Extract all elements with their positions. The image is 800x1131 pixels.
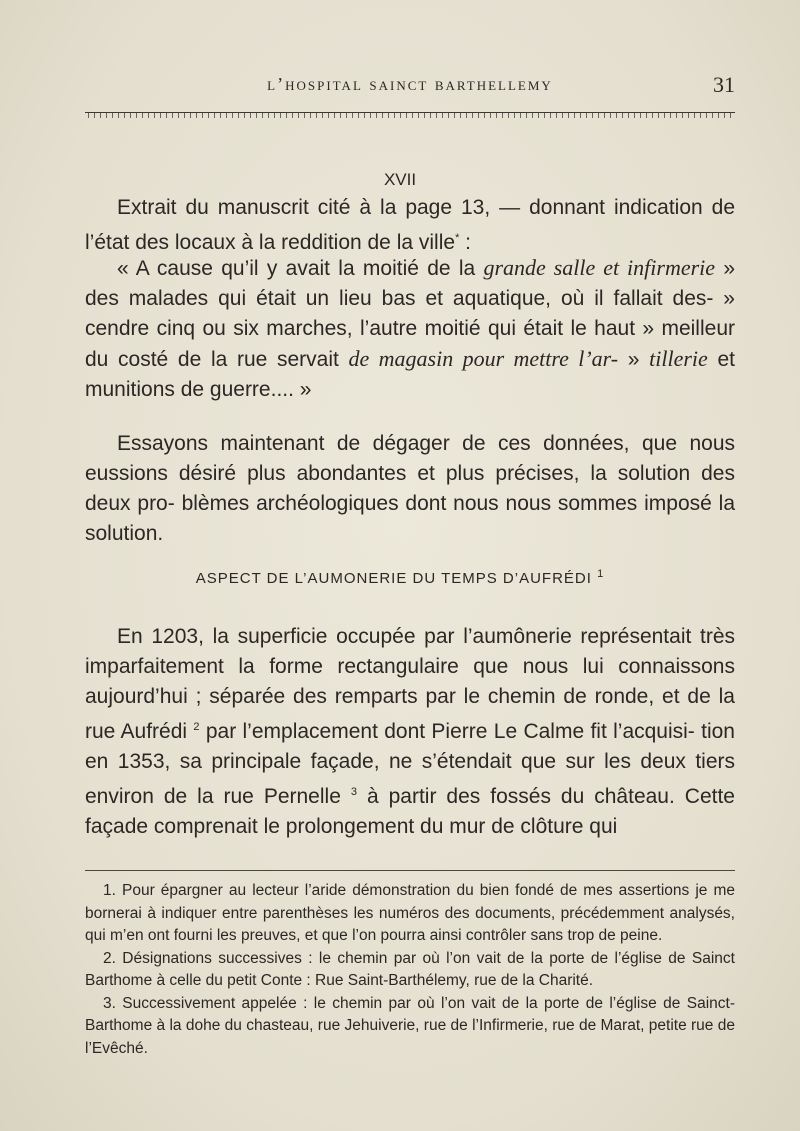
header-ornamental-rule (85, 112, 735, 118)
footnote-divider (85, 870, 735, 871)
quote-part-3: » (618, 348, 650, 371)
quote-italic-1: grande salle et infirmerie (483, 255, 716, 280)
paragraph-essayons: Essayons maintenant de dégager de ces données, que nous eussions désiré plus abondantes et plus précises, la solution des deux pro- blèmes archéologiques dont nous nous sommes imposé la solution. (85, 432, 735, 545)
quote-part-1: « A cause qu’il y avait la moitié de la (117, 257, 484, 280)
quote-part-4: et munitions de guerre.... » (85, 348, 735, 401)
footnotes (85, 880, 735, 1060)
quote-italic-3: tillerie (649, 346, 708, 371)
footnote-ref-1: 1 (597, 568, 605, 580)
paragraph-1203 (85, 622, 735, 842)
subheading-text: ASPECT DE L’AUMONERIE DU TEMPS D’AUFRÉDI (195, 570, 592, 587)
page-number: 31 (713, 72, 735, 97)
p3-part-3: à partir des fossés du château. Cette façade comprenait le prolongement du mur de clôture qui (85, 785, 735, 838)
p3-part-1: En 1203, la superficie occupée par l’aumônerie représentait très imparfaitement la forme rectangulaire que nous lui connaissons aujourd’hui ; séparée des remparts par le chemin de ronde, et de la rue Aufrédi (85, 625, 735, 743)
quotation (85, 253, 735, 405)
intro-text: Extrait du manuscrit cité à la page 13, — donnant indication de l’état des locaux à la reddition de la ville (85, 196, 735, 254)
footnote-ref-3: 3 (350, 786, 357, 798)
quote-part-2: » des malades qui était un lieu bas et aquatique, où il fallait des- » cendre cinq ou six marches, l’autre moitié qui était le haut » meilleur du costé de la rue servait (85, 257, 736, 371)
footnote-1: 1. Pour épargner au lecteur l’aride démonstration du bien fondé de mes assertions je me bornerai à indiquer entre parenthèses les numéros des documents, précédemment analysés, qui m’en ont fourni les preuves, et que l’on pourra ainsi contrôler sans trop de peine. (85, 882, 735, 944)
intro-colon: : (459, 231, 472, 254)
footnote-3: 3. Successivement appelée : le chemin par où l’on vait de la porte de l’église de Sainct-Barthome à la dohe du chasteau, rue Jehuiverie, rue de l’Infirmerie, rue de Marat, petite rue de l’Evêché. (85, 994, 735, 1057)
p3-part-2: par l’emplacement dont Pierre Le Calme fit l’acquisi- tion en 1353, sa principale façade, ne s’étendait que sur les deux tiers environ de la rue Pernelle (85, 720, 735, 808)
asterisk-mark: * (455, 232, 460, 244)
section-number: XVII (383, 170, 417, 189)
running-title: l’hospital sainct barthellemy (267, 74, 553, 94)
paragraph-intro (85, 193, 735, 258)
quote-italic-2: de magasin pour mettre l’ar- (348, 346, 619, 371)
footnote-ref-2: 2 (193, 721, 200, 733)
running-header (85, 70, 735, 102)
footnote-2: 2. Désignations successives : le chemin par où l’on vait de la porte de l’église de Sainct Barthome à celle du petit Conte : Rue Saint-Barthélemy, rue de la Charité. (85, 949, 735, 989)
section-subheading (0, 568, 800, 587)
